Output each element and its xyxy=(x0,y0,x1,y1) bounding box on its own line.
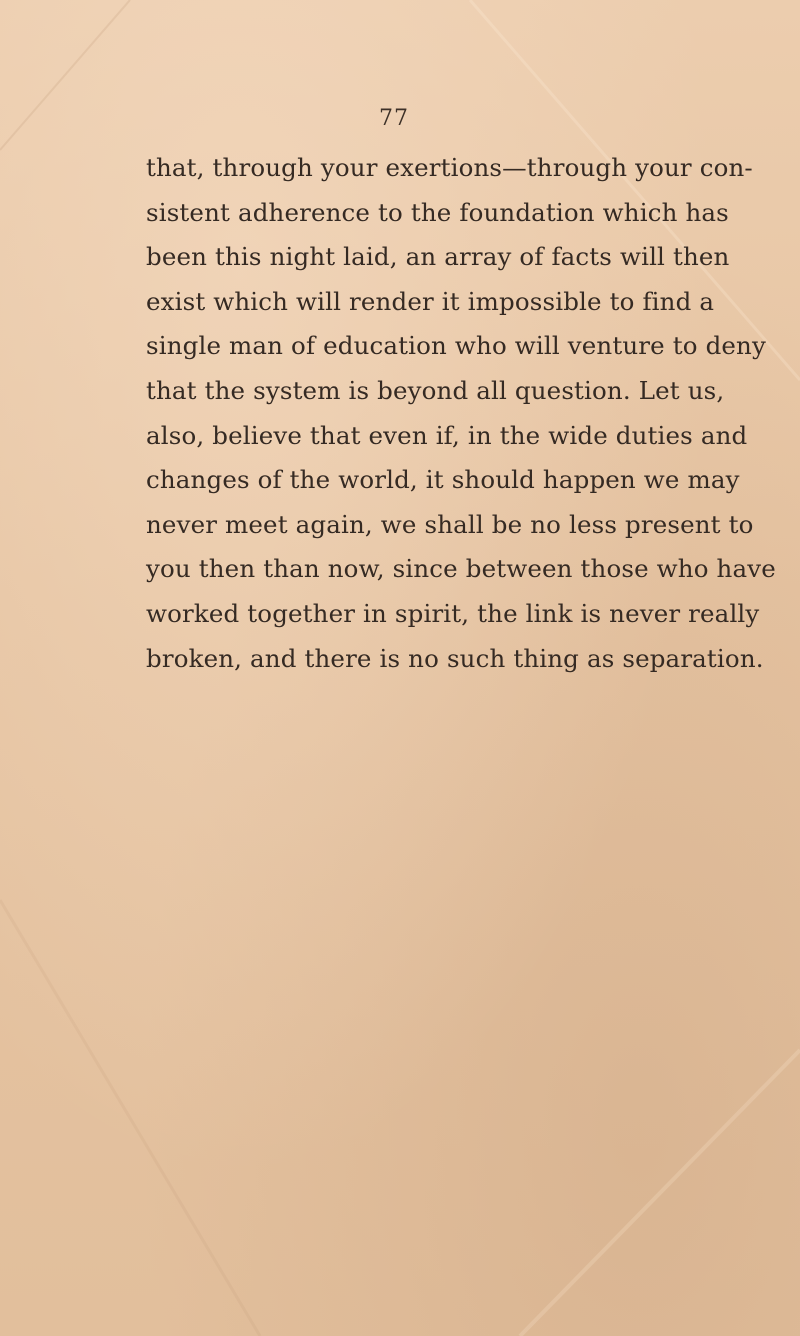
text-line: sistent adherence to the foundation which has xyxy=(146,197,729,227)
text-line: changes of the world, it should happen we may xyxy=(146,465,740,495)
text-line: been this night laid, an array of facts will then xyxy=(146,242,730,272)
text-line: that the system is beyond all question. Let us, xyxy=(146,375,725,405)
text-line: single man of education who will venture to deny xyxy=(146,331,766,361)
body-paragraph xyxy=(146,146,776,681)
page-number: 77 xyxy=(379,106,409,131)
text-line: also, believe that even if, in the wide duties and xyxy=(146,420,748,450)
text-line: broken, and there is no such thing as separation. xyxy=(146,643,764,673)
text-line: never meet again, we shall be no less present to xyxy=(146,509,754,539)
text-line: exist which will render it impossible to find a xyxy=(146,286,715,316)
text-line: that, through your exertions—through your con- xyxy=(146,153,753,182)
text-line: worked together in spirit, the link is never really xyxy=(146,598,760,628)
text-line: you then than now, since between those who have xyxy=(146,554,776,584)
